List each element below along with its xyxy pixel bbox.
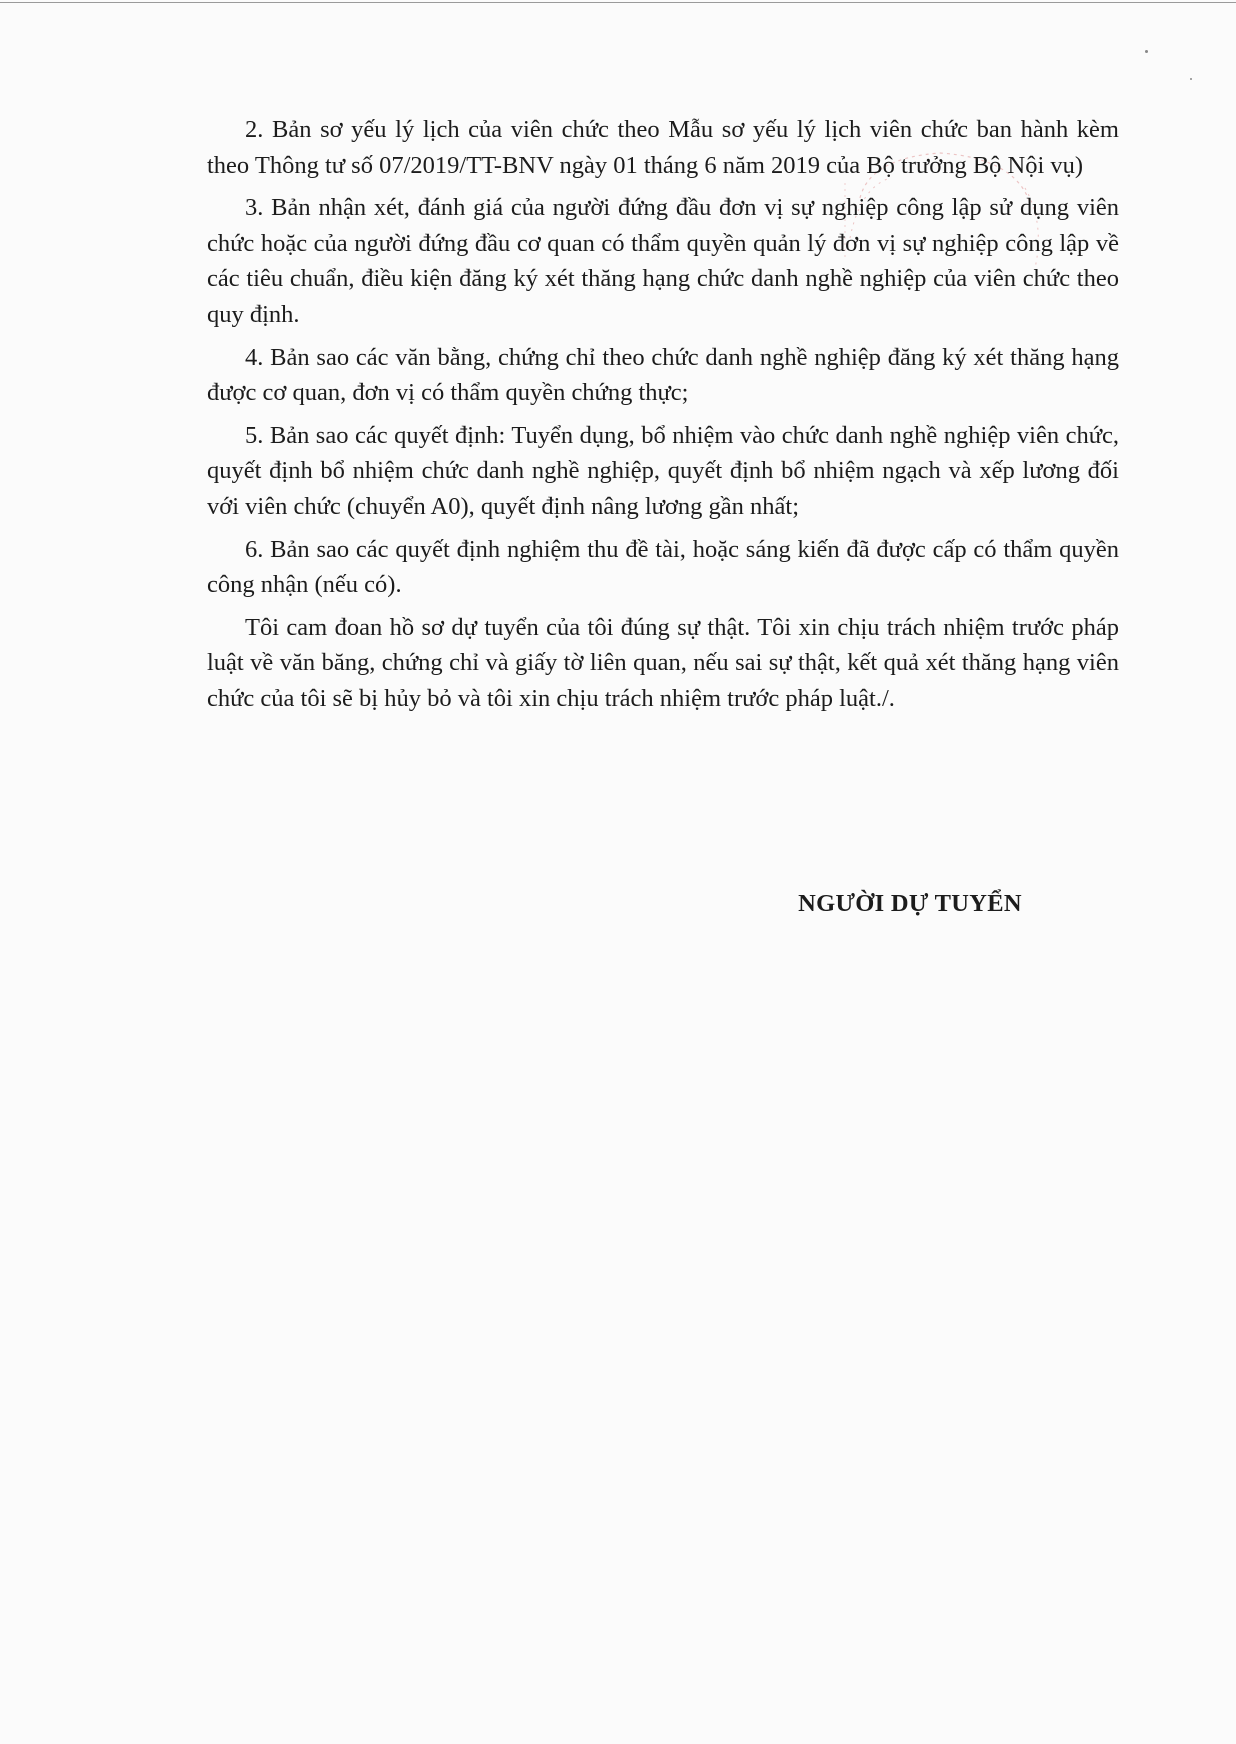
document-body: [207, 112, 1119, 724]
top-scan-edge: [0, 2, 1236, 3]
paragraph-item-5: 5. Bản sao các quyết định: Tuyển dụng, bổ nhiệm vào chức danh nghề nghiệp viên chức, quyết định bổ nhiệm chức danh nghề nghiệp, quyết định bổ nhiệm ngạch và xếp lương đối với viên chức (chuyển A0), quyết định nâng lương gần nhất;: [207, 421, 1119, 520]
paragraph-item-6: 6. Bản sao các quyết định nghiệm thu đề tài, hoặc sáng kiến đã được cấp có thẩm quyền công nhận (nếu có).: [207, 535, 1119, 599]
paragraph-item-4: 4. Bản sao các văn bằng, chứng chỉ theo chức danh nghề nghiệp đăng ký xét thăng hạng được cơ quan, đơn vị có thẩm quyền chứng thực;: [207, 343, 1119, 407]
scan-speck: [1190, 78, 1192, 80]
paragraph-commitment: Tôi cam đoan hồ sơ dự tuyển của tôi đúng sự thật. Tôi xin chịu trách nhiệm trước pháp luật về văn băng, chứng chỉ và giấy tờ liên quan, nếu sai sự thật, kết quả xét thăng hạng viên chức của tôi sẽ bị hủy bỏ và tôi xin chịu trách nhiệm trước pháp luật./.: [207, 613, 1119, 712]
signature-title: NGƯỜI DỰ TUYỂN: [798, 890, 1022, 917]
paragraph-item-3: 3. Bản nhận xét, đánh giá của người đứng đầu đơn vị sự nghiệp công lập sử dụng viên chức hoặc của người đứng đầu cơ quan có thẩm quyền quản lý đơn vị sự nghiệp công lập về các tiêu chuẩn, điều kiện đăng ký xét thăng hạng chức danh nghề nghiệp của viên chức theo quy định.: [207, 194, 1119, 328]
scan-speck: [1145, 50, 1148, 53]
paragraph-item-2: 2. Bản sơ yếu lý lịch của viên chức theo Mẫu sơ yếu lý lịch viên chức ban hành kèm theo Thông tư số 07/2019/TT-BNV ngày 01 tháng 6 năm 2019 của Bộ trưởng Bộ Nội vụ): [207, 116, 1119, 179]
